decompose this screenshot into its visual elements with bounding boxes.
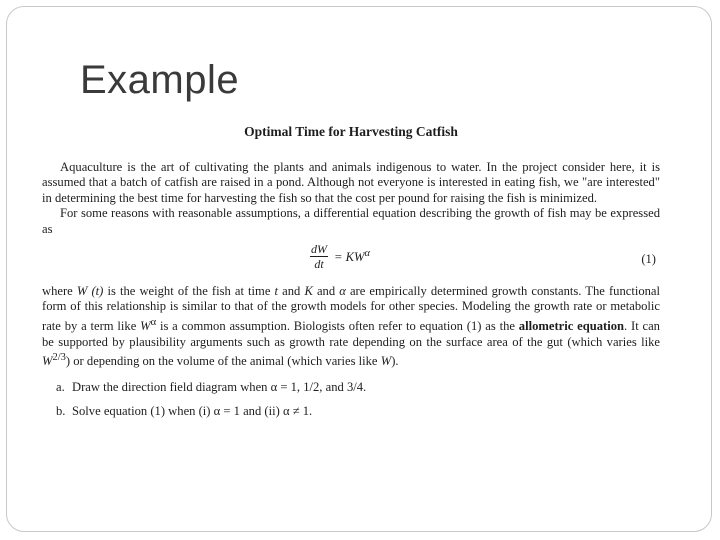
math-superscript: 2/3 bbox=[52, 352, 66, 364]
paragraph-equation-intro: For some reasons with reasonable assumptions, a differential equation describing the growth of fish may be expressed as bbox=[42, 206, 660, 236]
slide-title: Example bbox=[80, 58, 240, 102]
equation-denominator: dt bbox=[314, 256, 324, 271]
document-image bbox=[42, 124, 660, 427]
text-run: and bbox=[278, 283, 305, 298]
list-item bbox=[56, 404, 660, 420]
math-run: α bbox=[339, 283, 346, 298]
task-list bbox=[42, 380, 660, 419]
equation-numerator: dW bbox=[311, 241, 327, 256]
text-run: and bbox=[312, 283, 340, 298]
text-run: are empirically determined growth constants. The functional form of this relationship is similar to that of the growth models for other species. Modeling the growth rate or metabolic rate by a term like bbox=[42, 283, 661, 333]
equation-number: (1) bbox=[641, 251, 656, 266]
text-run: where bbox=[42, 283, 77, 298]
allometric-equation bbox=[310, 242, 370, 271]
math-run: W bbox=[42, 354, 53, 369]
math-run: t bbox=[274, 283, 279, 298]
paragraph-intro: Aquaculture is the art of cultivating the plants and animals indigenous to water. In the project consider here, it is assumed that a batch of catfish are raised in a pond. Although not everyone is interested in eating fish, we "are interested" in determining the best time for harvesting the fish so that the cost per pound for raising the fish is minimized. bbox=[42, 159, 660, 205]
list-item-text: Solve equation (1) when (i) α = 1 and (ii) α ≠ 1. bbox=[72, 403, 313, 418]
equation-block bbox=[42, 240, 660, 280]
equation-rhs bbox=[334, 246, 370, 266]
equation-exponent: α bbox=[364, 248, 371, 260]
math-run: K bbox=[304, 283, 313, 298]
text-run: . It can be supported by plausibility arguments such as growth rate depending on the surface area of the gut (which varies like bbox=[42, 318, 660, 349]
paragraph-explanation bbox=[42, 284, 660, 370]
math-run: W bbox=[140, 318, 151, 333]
equation-fraction bbox=[310, 242, 328, 271]
list-marker: a. bbox=[56, 379, 65, 394]
list-marker: b. bbox=[56, 403, 66, 418]
text-run: is a common assumption. Biologists often refer to equation (1) as the bbox=[156, 318, 519, 333]
equation-rhs-text: = KW bbox=[334, 250, 365, 265]
math-superscript: α bbox=[150, 316, 157, 328]
text-run: is the weight of the fish at time bbox=[103, 283, 275, 298]
math-run: W bbox=[380, 354, 392, 369]
list-item bbox=[56, 380, 660, 396]
document-heading: Optimal Time for Harvesting Catfish bbox=[244, 124, 458, 139]
bold-term: allometric equation bbox=[518, 318, 625, 333]
text-run: ) or depending on the volume of the animal (which varies like bbox=[65, 354, 381, 369]
math-run: W (t) bbox=[76, 283, 104, 298]
list-item-text: Draw the direction field diagram when α = 1, 1/2, and 3/4. bbox=[72, 379, 367, 394]
text-run: ). bbox=[391, 354, 399, 369]
